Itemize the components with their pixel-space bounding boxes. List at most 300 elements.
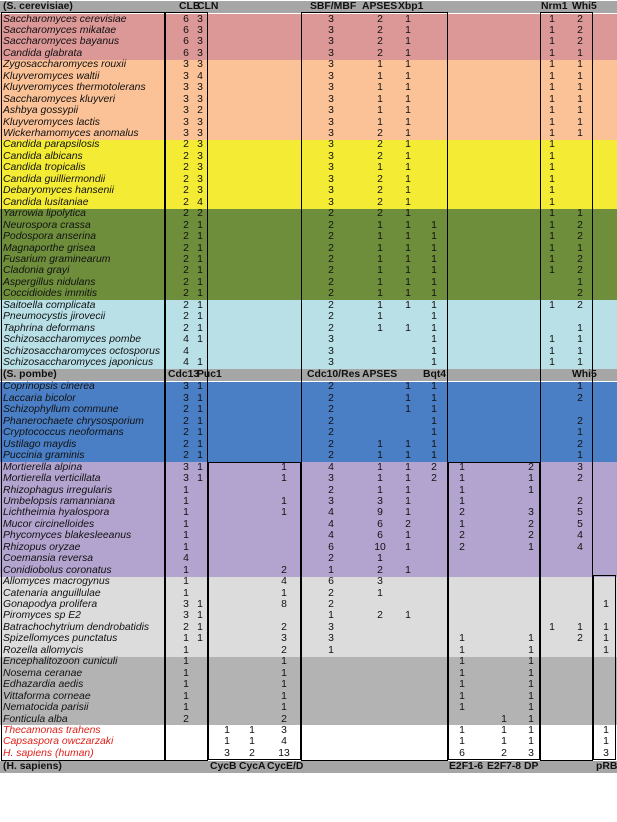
- count-clb: 3: [183, 59, 189, 71]
- count-e2f16: 1: [459, 633, 465, 645]
- count-sbf: 3: [328, 196, 334, 208]
- count-sbf: 3: [328, 24, 334, 36]
- count-apses: 3: [377, 576, 383, 588]
- count-clb: 3: [183, 610, 189, 622]
- count-bqt4: 1: [431, 392, 437, 404]
- box-nrm1-whi5: [540, 12, 593, 761]
- header-cdc10-res: Cdc10/Res: [307, 368, 361, 380]
- count-clb: 1: [183, 484, 189, 496]
- count-cln: 2: [197, 208, 203, 220]
- count-clb: 2: [183, 713, 189, 725]
- count-apses: 1: [377, 59, 383, 71]
- count-xbp1: 1: [405, 47, 411, 59]
- count-e2f16: 1: [459, 736, 465, 748]
- count-sbf: 2: [328, 299, 334, 311]
- count-sbf: 4: [328, 518, 334, 530]
- count-apses: 2: [377, 173, 383, 185]
- count-clb: 2: [183, 208, 189, 220]
- count-clb: 3: [183, 105, 189, 117]
- count-dp: 1: [528, 713, 534, 725]
- count-apses: 2: [377, 47, 383, 59]
- count-xbp1: 1: [405, 610, 411, 622]
- count-xbp1: 1: [405, 139, 411, 151]
- count-apses: 2: [377, 139, 383, 151]
- count-clb: 4: [183, 553, 189, 565]
- count-cln: 1: [197, 599, 203, 610]
- count-nrm1: 1: [549, 265, 555, 277]
- count-xbp1: 1: [405, 173, 411, 185]
- count-sbf: 3: [328, 150, 334, 162]
- count-xbp1: 1: [405, 299, 411, 311]
- count-cln: 3: [197, 150, 203, 162]
- count-clb: 6: [183, 13, 189, 25]
- count-apses: 1: [377, 461, 383, 473]
- count-clb: 2: [183, 322, 189, 334]
- species-name: Rozella allomycis: [3, 644, 84, 656]
- count-nrm1: 1: [549, 219, 555, 231]
- count-e2f78: 2: [501, 747, 507, 759]
- count-dp: 1: [528, 724, 534, 736]
- count-apses: 1: [377, 587, 383, 599]
- count-sbf: 3: [328, 105, 334, 117]
- species-name: Encephalitozoon cuniculi: [3, 656, 118, 668]
- count-whi5: 2: [577, 36, 583, 48]
- count-apses: 1: [377, 70, 383, 82]
- species-name: Mortierella verticillata: [3, 473, 101, 485]
- count-sbf: 3: [328, 116, 334, 128]
- count-prb: 1: [603, 633, 609, 645]
- count-xbp1: 1: [405, 461, 411, 473]
- species-name: Lichtheimia hyalospora: [3, 507, 110, 519]
- count-apses: 1: [377, 484, 383, 496]
- count-nrm1: 1: [549, 242, 555, 254]
- count-nrm1: 1: [549, 105, 555, 117]
- count-whi5: 4: [577, 530, 583, 542]
- species-name: Zygosaccharomyces rouxii: [3, 59, 126, 71]
- count-xbp1: 2: [405, 518, 411, 530]
- count-apses: 1: [377, 82, 383, 94]
- count-whi5: 2: [577, 231, 583, 243]
- count-e2f16: 1: [459, 679, 465, 691]
- count-clb: 3: [183, 473, 189, 485]
- count-xbp1: 1: [405, 381, 411, 393]
- count-xbp1: 1: [405, 128, 411, 139]
- count-nrm1: 1: [549, 299, 555, 311]
- count-e2f78: 1: [501, 736, 507, 748]
- count-dp: 1: [528, 679, 534, 691]
- count-e2f16: 1: [459, 518, 465, 530]
- count-whi5: 5: [577, 507, 583, 519]
- count-sbf: 2: [328, 219, 334, 231]
- count-clb: 1: [183, 679, 189, 691]
- species-name: Umbelopsis ramanniana: [3, 495, 116, 507]
- count-sbf: 2: [328, 288, 334, 300]
- count-dp: 1: [528, 541, 534, 553]
- species-name: Gonapodya prolifera: [3, 599, 98, 610]
- count-apses: 6: [377, 530, 383, 542]
- count-sbf: 3: [328, 36, 334, 48]
- species-name: Kluyveromyces thermotolerans: [3, 82, 146, 94]
- count-prb: 1: [603, 644, 609, 656]
- count-cyce: 1: [281, 702, 287, 714]
- count-cyca: 2: [249, 747, 255, 759]
- count-whi5: 1: [577, 82, 583, 94]
- species-name: Yarrowia lipolytica: [3, 208, 86, 220]
- count-clb: 3: [183, 392, 189, 404]
- count-cln: 3: [197, 128, 203, 139]
- header-cdc13: Cdc13: [168, 368, 200, 380]
- count-bqt4: 1: [431, 345, 437, 357]
- species-name: Saccharomyces mikatae: [3, 24, 117, 36]
- count-whi5: 2: [577, 299, 583, 311]
- count-sbf: 2: [328, 231, 334, 243]
- count-sbf: 2: [328, 242, 334, 254]
- count-cln: 1: [197, 231, 203, 243]
- count-e2f16: 6: [459, 747, 465, 759]
- count-xbp1: 1: [405, 288, 411, 300]
- count-bqt4: 1: [431, 276, 437, 288]
- count-apses: 1: [377, 438, 383, 450]
- count-sbf: 2: [328, 265, 334, 277]
- count-xbp1: 1: [405, 404, 411, 416]
- count-e2f16: 2: [459, 507, 465, 519]
- count-apses: 6: [377, 518, 383, 530]
- count-clb: 6: [183, 36, 189, 48]
- count-cln: 3: [197, 185, 203, 197]
- count-sbf: 3: [328, 473, 334, 485]
- count-cln: 3: [197, 13, 203, 25]
- species-name: Candida parapsilosis: [3, 139, 100, 151]
- count-whi5: 1: [577, 208, 583, 220]
- count-xbp1: 1: [405, 36, 411, 48]
- count-sbf: 3: [328, 345, 334, 357]
- count-sbf: 2: [328, 484, 334, 496]
- count-nrm1: 1: [549, 128, 555, 139]
- species-name: Catenaria anguillulae: [3, 587, 101, 599]
- count-nrm1: 1: [549, 621, 555, 633]
- count-clb: 2: [183, 173, 189, 185]
- count-e2f16: 1: [459, 461, 465, 473]
- count-nrm1: 1: [549, 208, 555, 220]
- count-xbp1: 1: [405, 564, 411, 576]
- species-name: Kluyveromyces waltii: [3, 70, 100, 82]
- count-e2f16: 1: [459, 656, 465, 668]
- count-xbp1: 1: [405, 276, 411, 288]
- count-cln: 1: [197, 311, 203, 323]
- count-sbf: 3: [328, 70, 334, 82]
- count-xbp1: 1: [405, 24, 411, 36]
- count-cln: 1: [197, 621, 203, 633]
- count-cln: 1: [197, 357, 203, 368]
- count-apses: 3: [377, 495, 383, 507]
- count-sbf: 2: [328, 427, 334, 439]
- count-clb: 2: [183, 450, 189, 462]
- count-apses: 2: [377, 185, 383, 197]
- count-sbf: 2: [328, 599, 334, 610]
- count-sbf: 2: [328, 450, 334, 462]
- count-clb: 2: [183, 265, 189, 277]
- count-nrm1: 1: [549, 116, 555, 128]
- count-bqt4: 1: [431, 322, 437, 334]
- count-cycb: 1: [224, 736, 230, 748]
- count-dp: 2: [528, 530, 534, 542]
- count-xbp1: 1: [405, 208, 411, 220]
- count-sbf: 3: [328, 495, 334, 507]
- count-prb: 3: [603, 747, 609, 759]
- count-xbp1: 1: [405, 484, 411, 496]
- count-dp: 1: [528, 736, 534, 748]
- count-whi5: 1: [577, 427, 583, 439]
- count-cyce: 2: [281, 713, 287, 725]
- count-apses: 2: [377, 13, 383, 25]
- count-clb: 2: [183, 276, 189, 288]
- count-sbf: 2: [328, 553, 334, 565]
- count-cln: 1: [197, 438, 203, 450]
- count-whi5: 5: [577, 518, 583, 530]
- species-name: Ashbya gossypii: [3, 105, 79, 117]
- count-bqt4: 1: [431, 438, 437, 450]
- count-clb: 1: [183, 633, 189, 645]
- count-xbp1: 1: [405, 322, 411, 334]
- box-sbf: [301, 12, 448, 761]
- count-whi5: 2: [577, 253, 583, 265]
- count-clb: 1: [183, 690, 189, 702]
- count-clb: 2: [183, 219, 189, 231]
- count-bqt4: 1: [431, 311, 437, 323]
- count-nrm1: 1: [549, 13, 555, 25]
- count-xbp1: 1: [405, 196, 411, 208]
- species-name: Conidiobolus coronatus: [3, 564, 112, 576]
- count-dp: 1: [528, 473, 534, 485]
- count-whi5: 1: [577, 334, 583, 346]
- count-xbp1: 1: [405, 507, 411, 519]
- count-cln: 3: [197, 36, 203, 48]
- count-clb: 1: [183, 518, 189, 530]
- count-xbp1: 1: [405, 93, 411, 105]
- count-prb: 1: [603, 599, 609, 610]
- count-whi5: 1: [577, 105, 583, 117]
- header-e2f7-8: E2F7-8: [487, 760, 522, 772]
- count-cln: 3: [197, 24, 203, 36]
- count-prb: 1: [603, 724, 609, 736]
- species-name: Wickerhamomyces anomalus: [3, 128, 139, 139]
- header-apses: APSES: [362, 1, 398, 12]
- count-clb: 1: [183, 576, 189, 588]
- count-dp: 3: [528, 507, 534, 519]
- count-whi5: 1: [577, 357, 583, 368]
- count-clb: 2: [183, 253, 189, 265]
- species-name: Saccharomyces kluyveri: [3, 93, 116, 105]
- count-cln: 3: [197, 139, 203, 151]
- count-apses: 1: [377, 219, 383, 231]
- count-e2f78: 1: [501, 724, 507, 736]
- count-xbp1: 1: [405, 495, 411, 507]
- count-e2f16: 1: [459, 473, 465, 485]
- count-clb: 1: [183, 667, 189, 679]
- count-cln: 1: [197, 404, 203, 416]
- count-whi5: 1: [577, 93, 583, 105]
- count-clb: 3: [183, 116, 189, 128]
- count-clb: 2: [183, 242, 189, 254]
- count-cyce: 3: [281, 724, 287, 736]
- species-name: Kluyveromyces lactis: [3, 116, 101, 128]
- count-cln: 3: [197, 82, 203, 94]
- count-sbf: 3: [328, 82, 334, 94]
- species-name: Candida guilliermondii: [3, 173, 106, 185]
- count-cyce: 1: [281, 473, 287, 485]
- species-name: Capsaspora owczarzaki: [3, 736, 114, 748]
- count-sbf: 6: [328, 576, 334, 588]
- count-nrm1: 1: [549, 173, 555, 185]
- count-clb: 2: [183, 139, 189, 151]
- species-name: Debaryomyces hansenii: [3, 185, 114, 197]
- count-cln: 3: [197, 47, 203, 59]
- count-sbf: 3: [328, 13, 334, 25]
- count-cln: 3: [197, 93, 203, 105]
- header-bqt4: Bqt4: [423, 368, 447, 380]
- count-apses: 1: [377, 311, 383, 323]
- count-clb: 2: [183, 427, 189, 439]
- count-whi5: 2: [577, 473, 583, 485]
- count-nrm1: 1: [549, 82, 555, 94]
- count-sbf: 4: [328, 530, 334, 542]
- count-xbp1: 1: [405, 116, 411, 128]
- count-xbp1: 1: [405, 59, 411, 71]
- count-bqt4: 1: [431, 415, 437, 427]
- count-prb: 1: [603, 621, 609, 633]
- count-xbp1: 1: [405, 82, 411, 94]
- count-xbp1: 1: [405, 450, 411, 462]
- species-name: Pneumocystis jirovecii: [3, 311, 106, 323]
- count-cln: 1: [197, 473, 203, 485]
- header-xbp1: Xbp1: [398, 1, 424, 12]
- species-name: Piromyces sp E2: [3, 610, 81, 622]
- count-sbf: 2: [328, 415, 334, 427]
- count-xbp1: 1: [405, 253, 411, 265]
- count-clb: 1: [183, 541, 189, 553]
- count-dp: 1: [528, 702, 534, 714]
- count-apses: 1: [377, 322, 383, 334]
- count-whi5: 1: [577, 621, 583, 633]
- count-sbf: 3: [328, 93, 334, 105]
- count-e2f16: 2: [459, 530, 465, 542]
- count-cyce: 4: [281, 736, 287, 748]
- species-name: Fonticula alba: [3, 713, 68, 725]
- count-whi5: 1: [577, 345, 583, 357]
- species-name: Puccinia graminis: [3, 450, 85, 462]
- count-e2f16: 1: [459, 667, 465, 679]
- species-name: Candida tropicalis: [3, 162, 86, 174]
- count-apses: 1: [377, 253, 383, 265]
- species-name: Schizosaccharomyces japonicus: [3, 357, 154, 368]
- species-name: Fusarium graminearum: [3, 253, 111, 265]
- count-apses: 1: [377, 265, 383, 277]
- count-prb: 1: [603, 736, 609, 748]
- count-nrm1: 1: [549, 93, 555, 105]
- count-cln: 3: [197, 59, 203, 71]
- count-dp: 1: [528, 656, 534, 668]
- count-sbf: 2: [328, 276, 334, 288]
- count-apses: 2: [377, 150, 383, 162]
- count-apses: 2: [377, 610, 383, 622]
- count-xbp1: 1: [405, 70, 411, 82]
- count-bqt4: 1: [431, 265, 437, 277]
- header-e2f1-6: E2F1-6: [449, 760, 484, 772]
- count-whi5: 1: [577, 322, 583, 334]
- count-cln: 1: [197, 415, 203, 427]
- count-clb: 2: [183, 231, 189, 243]
- count-dp: 3: [528, 747, 534, 759]
- count-dp: 1: [528, 633, 534, 645]
- count-clb: 1: [183, 507, 189, 519]
- species-name: Edhazardia aedis: [3, 679, 84, 691]
- count-dp: 1: [528, 690, 534, 702]
- header-dp: DP: [524, 760, 539, 772]
- count-dp: 1: [528, 644, 534, 656]
- species-name: Coprinopsis cinerea: [3, 381, 95, 393]
- count-apses: 9: [377, 507, 383, 519]
- count-nrm1: 1: [549, 70, 555, 82]
- species-name: Rhizopus oryzae: [3, 541, 81, 553]
- species-name: Phycomyces blakesleeanus: [3, 530, 132, 542]
- count-whi5: 1: [577, 70, 583, 82]
- count-apses: 2: [377, 208, 383, 220]
- count-whi5: 1: [577, 450, 583, 462]
- count-cycb: 1: [224, 724, 230, 736]
- count-nrm1: 1: [549, 357, 555, 368]
- count-cyce: 1: [281, 587, 287, 599]
- count-sbf: 6: [328, 541, 334, 553]
- count-dp: 1: [528, 484, 534, 496]
- species-name: Cladonia grayi: [3, 265, 70, 277]
- count-dp: 1: [528, 667, 534, 679]
- count-xbp1: 1: [405, 438, 411, 450]
- count-xbp1: 1: [405, 231, 411, 243]
- count-nrm1: 1: [549, 150, 555, 162]
- count-sbf: 3: [328, 173, 334, 185]
- species-name: Saccharomyces bayanus: [3, 36, 120, 48]
- count-apses: 1: [377, 242, 383, 254]
- count-bqt4: 1: [431, 334, 437, 346]
- count-cln: 1: [197, 450, 203, 462]
- count-cln: 1: [197, 265, 203, 277]
- count-clb: 2: [183, 185, 189, 197]
- count-bqt4: 1: [431, 299, 437, 311]
- count-apses: 1: [377, 93, 383, 105]
- count-nrm1: 1: [549, 345, 555, 357]
- species-name: Mortierella alpina: [3, 461, 83, 473]
- count-cycb: 3: [224, 747, 230, 759]
- count-clb: 4: [183, 345, 189, 357]
- species-name: Cryptococcus neoformans: [3, 427, 124, 439]
- count-sbf: 2: [328, 311, 334, 323]
- count-whi5: 2: [577, 415, 583, 427]
- count-apses: 2: [377, 564, 383, 576]
- species-name: Podospora anserina: [3, 231, 97, 243]
- count-cln: 1: [197, 610, 203, 622]
- count-whi5: 2: [577, 633, 583, 645]
- header-prb: pRB: [596, 760, 617, 772]
- count-xbp1: 1: [405, 13, 411, 25]
- species-name: Taphrina deformans: [3, 322, 96, 334]
- count-cln: 1: [197, 276, 203, 288]
- species-name: Schizosaccharomyces pombe: [3, 334, 142, 346]
- count-bqt4: 2: [431, 473, 437, 485]
- count-apses: 1: [377, 288, 383, 300]
- count-whi5: 1: [577, 47, 583, 59]
- count-clb: 2: [183, 311, 189, 323]
- count-sbf: 2: [328, 587, 334, 599]
